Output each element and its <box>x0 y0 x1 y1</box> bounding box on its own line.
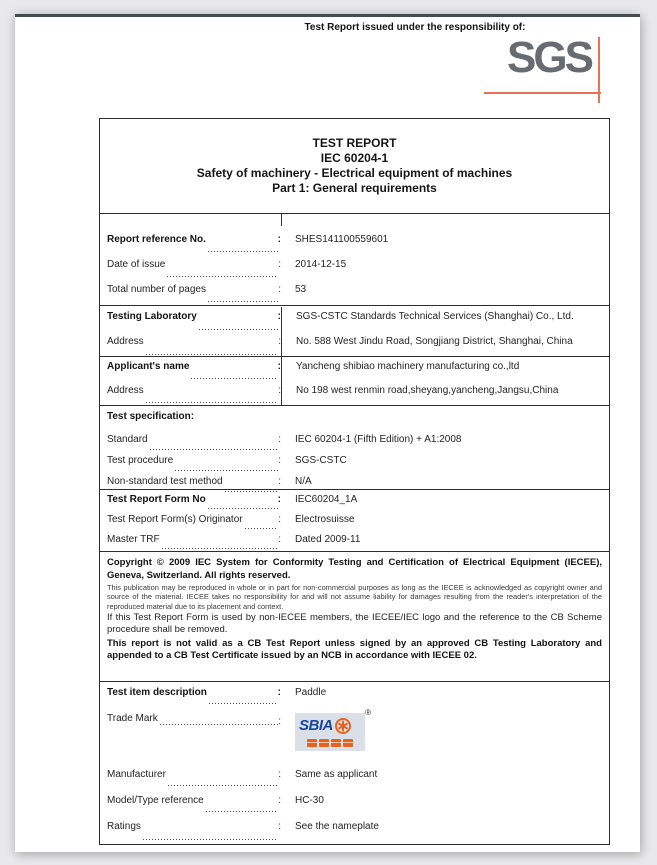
leader-dots <box>208 508 278 509</box>
value-test-item-description: Paddle <box>295 687 327 698</box>
label-applicant-address: Address <box>107 385 144 396</box>
leader-colon: : <box>278 716 281 727</box>
trademark-logo <box>295 708 371 751</box>
value-report-reference: SHES141100559601 <box>295 234 389 245</box>
label-trade-mark: Trade Mark <box>107 713 158 724</box>
leader-colon: : <box>278 476 281 487</box>
row-form-no <box>100 491 609 511</box>
leader-dots <box>199 329 278 330</box>
logo-removal-note: If this Test Report Form is used by non-IECEE members, the IECEE/IEC logo and the reference to the CB Scheme procedure shall be removed. <box>107 611 602 636</box>
label-testing-laboratory: Testing Laboratory <box>107 311 197 322</box>
label-test-item-description: Test item description <box>107 687 207 698</box>
leader-colon: : <box>278 434 281 445</box>
row-testing-laboratory <box>100 307 609 332</box>
wheel-icon <box>335 718 351 734</box>
row-test-procedure <box>100 452 609 473</box>
row-form-originator <box>100 511 609 531</box>
leader-colon: : <box>278 821 281 832</box>
row-test-item-description <box>100 682 609 706</box>
copyright-fine-print: This publication may be reproduced in whole or in part for non-commercial purposes as long as the IECEE is acknowledged as copyright owner and source of the material. IECEE takes no responsibility for and will not assume liability for damages resulting from the reader's interpretation of the reproduced material due to its placement and context. <box>107 583 602 611</box>
leader-dots <box>191 378 277 379</box>
leader-colon: : <box>277 687 281 698</box>
section-test-item <box>100 682 609 844</box>
label-total-pages: Total number of pages <box>107 284 206 295</box>
section-copyright <box>100 552 609 682</box>
label-laboratory-address: Address <box>107 336 144 347</box>
row-master-trf <box>100 531 609 551</box>
leader-dots <box>208 301 278 302</box>
leader-colon: : <box>277 311 281 322</box>
title-line-3: Safety of machinery - Electrical equipment of machines <box>196 166 513 180</box>
leader-colon: : <box>277 361 281 372</box>
leader-dots <box>167 276 278 277</box>
leader-dots <box>143 839 278 840</box>
leader-dots <box>206 811 279 812</box>
value-total-pages: 53 <box>295 284 307 295</box>
label-form-no: Test Report Form No <box>107 494 206 505</box>
section-testing-laboratory <box>100 306 609 357</box>
leader-dots <box>245 528 279 529</box>
leader-dots <box>146 402 279 403</box>
section-test-specification <box>100 406 609 490</box>
section-applicant <box>100 357 609 406</box>
registered-trademark-icon: ® <box>365 708 371 717</box>
row-trade-mark <box>100 706 609 762</box>
leader-colon: : <box>277 234 281 245</box>
responsibility-note: Test Report issued under the responsibility of: <box>304 22 526 33</box>
trademark-text: SBIA <box>299 717 333 734</box>
row-date-of-issue <box>100 254 609 279</box>
sgs-crosshair-horizontal-line <box>484 92 601 94</box>
value-manufacturer: Same as applicant <box>295 769 378 780</box>
value-form-no: IEC60204_1A <box>295 494 358 505</box>
leader-dots <box>150 449 279 450</box>
value-ratings: See the nameplate <box>295 821 379 832</box>
row-applicant-address <box>100 381 609 405</box>
leader-colon: : <box>278 534 281 545</box>
leader-colon: : <box>278 795 281 806</box>
value-applicant-address: No 198 west renmin road,sheyang,yancheng,Jangsu,China <box>281 381 609 405</box>
report-validity-notice: This report is not valid as a CB Test Report unless signed by an approved CB Testing Laboratory and appended to a CB Test Certificate issued by an NCB in accordance with IECEE 02. <box>107 637 602 662</box>
leader-colon: : <box>278 769 281 780</box>
leader-colon: : <box>278 385 281 396</box>
label-model-type: Model/Type reference <box>107 795 204 806</box>
label-manufacturer: Manufacturer <box>107 769 166 780</box>
value-laboratory-address: No. 588 West Jindu Road, Songjiang District, Shanghai, China <box>281 332 609 357</box>
value-model-type: HC-30 <box>295 795 324 806</box>
report-page <box>15 14 640 852</box>
value-form-originator: Electrosuisse <box>295 514 355 525</box>
leader-dots <box>208 251 278 252</box>
leader-colon: : <box>278 514 281 525</box>
title-block <box>100 119 609 214</box>
title-line-2: IEC 60204-1 <box>320 151 389 165</box>
row-ratings <box>100 814 609 842</box>
leader-dots <box>162 548 279 549</box>
title-line-1: TEST REPORT <box>312 136 397 150</box>
label-date-of-issue: Date of issue <box>107 259 166 270</box>
report-cover-table <box>99 118 610 845</box>
row-report-reference <box>100 229 609 254</box>
value-non-standard-method: N/A <box>295 476 312 487</box>
title-line-4: Part 1: General requirements <box>272 181 437 195</box>
value-test-procedure: SGS-CSTC <box>295 455 347 466</box>
leader-dots <box>146 354 279 355</box>
label-standard: Standard <box>107 434 148 445</box>
value-applicant-name: Yancheng shibiao machinery manufacturing co.,ltd <box>281 357 609 381</box>
leader-dots <box>168 785 278 786</box>
leader-colon: : <box>278 336 281 347</box>
row-laboratory-address <box>100 332 609 357</box>
value-master-trf: Dated 2009-11 <box>295 534 361 545</box>
label-test-procedure: Test procedure <box>107 455 174 466</box>
leader-dots <box>160 724 278 725</box>
label-ratings: Ratings <box>107 821 141 832</box>
trademark-chinese-characters <box>307 739 360 747</box>
copyright-notice: Copyright © 2009 IEC System for Conformity Testing and Certification of Electrical Equipment (IECEE), Geneva, Switzerland. All rights reserved. <box>107 557 602 581</box>
section-test-report-form <box>100 490 609 552</box>
leader-dots <box>175 470 278 471</box>
label-report-reference: Report reference No. <box>107 234 206 245</box>
leader-dots <box>209 703 278 704</box>
label-applicant-name: Applicant's name <box>107 361 190 372</box>
leader-colon: : <box>277 494 281 505</box>
row-applicant-name <box>100 357 609 381</box>
value-testing-laboratory: SGS-CSTC Standards Technical Services (Shanghai) Co., Ltd. <box>281 307 609 332</box>
row-standard <box>100 431 609 452</box>
label-form-originator: Test Report Form(s) Originator <box>107 514 243 525</box>
value-date-of-issue: 2014-12-15 <box>295 259 347 270</box>
row-manufacturer <box>100 762 609 788</box>
row-total-pages <box>100 279 609 304</box>
spacer-row <box>100 214 609 229</box>
leader-colon: : <box>278 455 281 466</box>
test-specification-heading: Test specification: <box>107 411 195 422</box>
label-master-trf: Master TRF <box>107 534 160 545</box>
value-standard: IEC 60204-1 (Fifth Edition) + A1:2008 <box>295 434 462 445</box>
leader-colon: : <box>278 259 281 270</box>
section-report-info <box>100 214 609 306</box>
page-top-rule <box>15 14 640 17</box>
trademark-logo-box <box>295 713 365 751</box>
label-non-standard-method: Non-standard test method <box>107 476 223 487</box>
row-model-type <box>100 788 609 814</box>
leader-colon: : <box>278 284 281 295</box>
sgs-logo-text: SGS <box>507 33 591 82</box>
